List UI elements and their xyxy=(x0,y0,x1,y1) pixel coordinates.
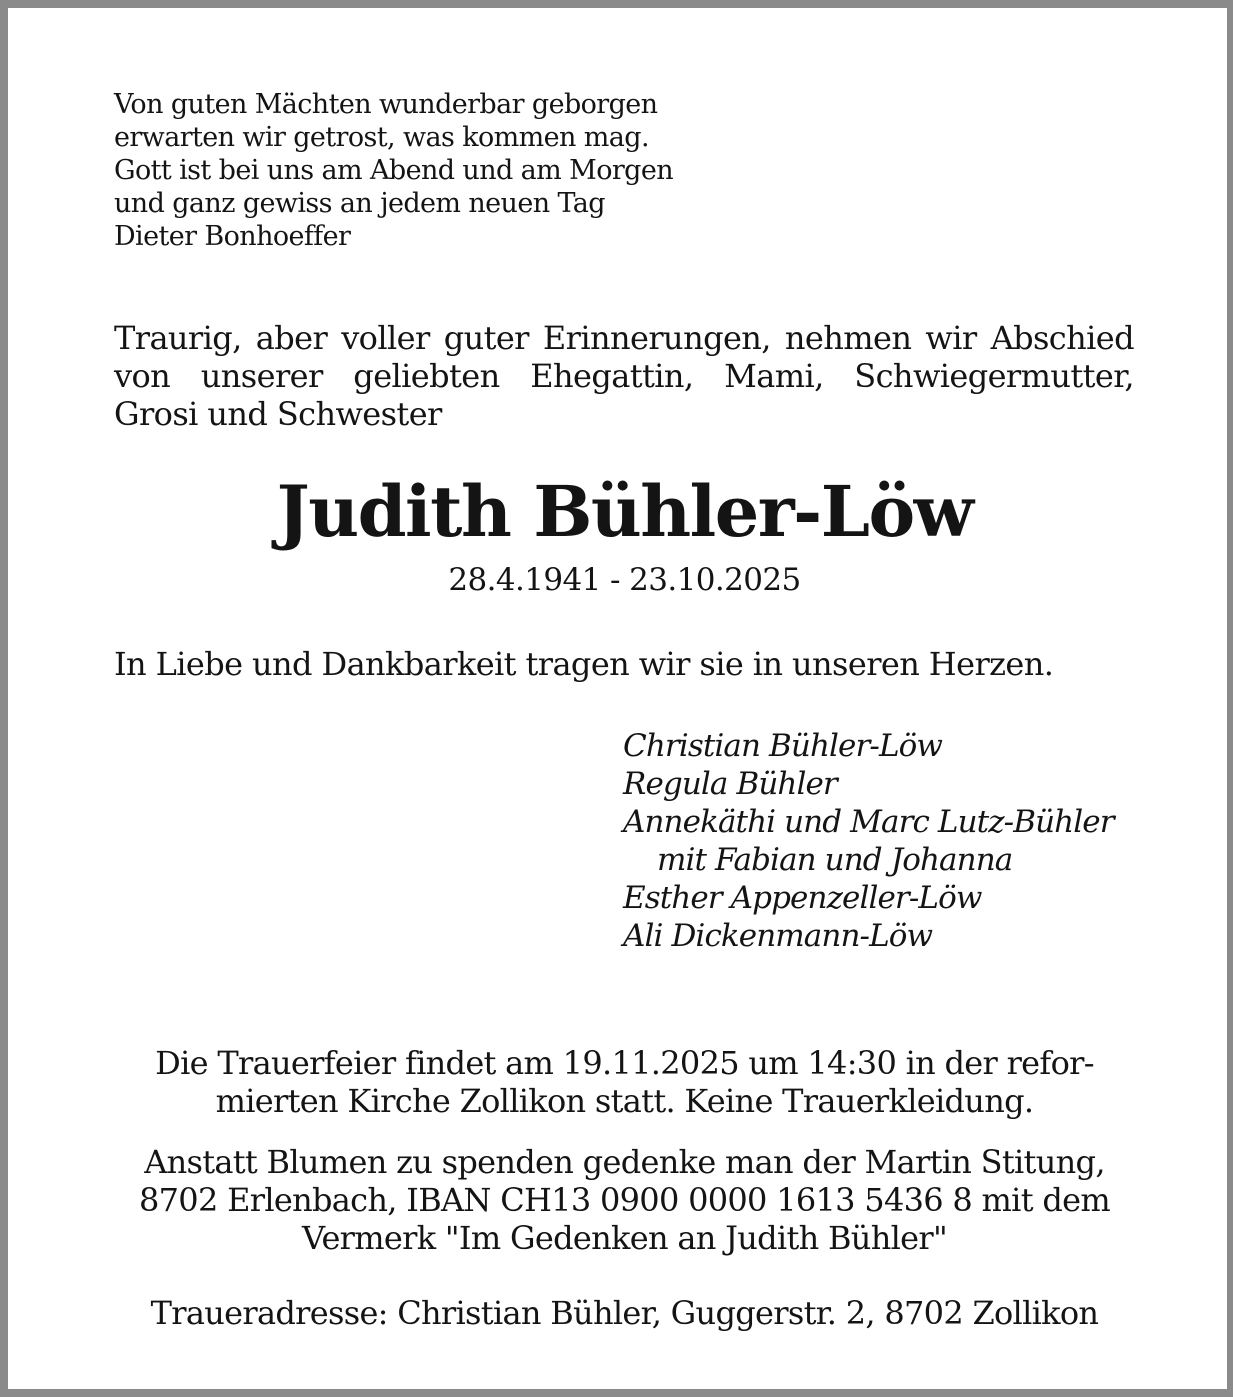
poem-line: erwarten wir getrost, was kommen mag. xyxy=(114,122,649,153)
life-dates: 28.4.1941 - 23.10.2025 xyxy=(448,562,801,598)
mourning-address: Traueradresse: Christian Bühler, Guggerstr. 2, 8702 Zollikon xyxy=(150,1294,1099,1332)
donation-info xyxy=(8,1143,1233,1257)
donation-line: Vermerk "Im Gedenken an Judith Bühler" xyxy=(301,1219,948,1257)
donation-line: 8702 Erlenbach, IBAN CH13 0900 0000 1613 5436 8 mit dem xyxy=(138,1181,1111,1219)
intro-line: Grosi und Schwester xyxy=(114,395,442,433)
mourner-name: Annekäthi und Marc Lutz-Bühler xyxy=(623,804,1114,840)
mourner-name: mit Fabian und Johanna xyxy=(657,842,1013,878)
mourner-name: Regula Bühler xyxy=(623,766,837,802)
funeral-service-info xyxy=(8,1044,1233,1120)
intro-line: von unserer geliebten Ehegattin, Mami, Schwiegermutter, xyxy=(114,357,1134,395)
intro-line: Traurig, aber voller guter Erinnerungen, nehmen wir Abschied xyxy=(114,319,1134,357)
closing-sentence: In Liebe und Dankbarkeit tragen wir sie in unseren Herzen. xyxy=(114,645,1054,683)
mourner-name: Christian Bühler-Löw xyxy=(623,728,943,764)
mourners-list xyxy=(623,727,1114,955)
poem-line: und ganz gewiss an jedem neuen Tag xyxy=(114,188,605,219)
farewell-intro xyxy=(114,319,1134,433)
bonhoeffer-poem xyxy=(114,88,673,253)
deceased-name: Judith Bühler-Löw xyxy=(276,470,973,553)
mourner-name: Esther Appenzeller-Löw xyxy=(623,880,982,916)
donation-line: Anstatt Blumen zu spenden gedenke man der Martin Stitung, xyxy=(144,1143,1105,1181)
poem-line: Von guten Mächten wunderbar geborgen xyxy=(114,89,658,120)
service-line: Die Trauerfeier findet am 19.11.2025 um 14:30 in der refor- xyxy=(155,1044,1094,1082)
service-line: mierten Kirche Zollikon statt. Keine Trauerkleidung. xyxy=(215,1082,1034,1120)
poem-author: Dieter Bonhoeffer xyxy=(114,221,351,252)
poem-line: Gott ist bei uns am Abend und am Morgen xyxy=(114,155,674,186)
mourner-name: Ali Dickenmann-Löw xyxy=(623,918,933,954)
